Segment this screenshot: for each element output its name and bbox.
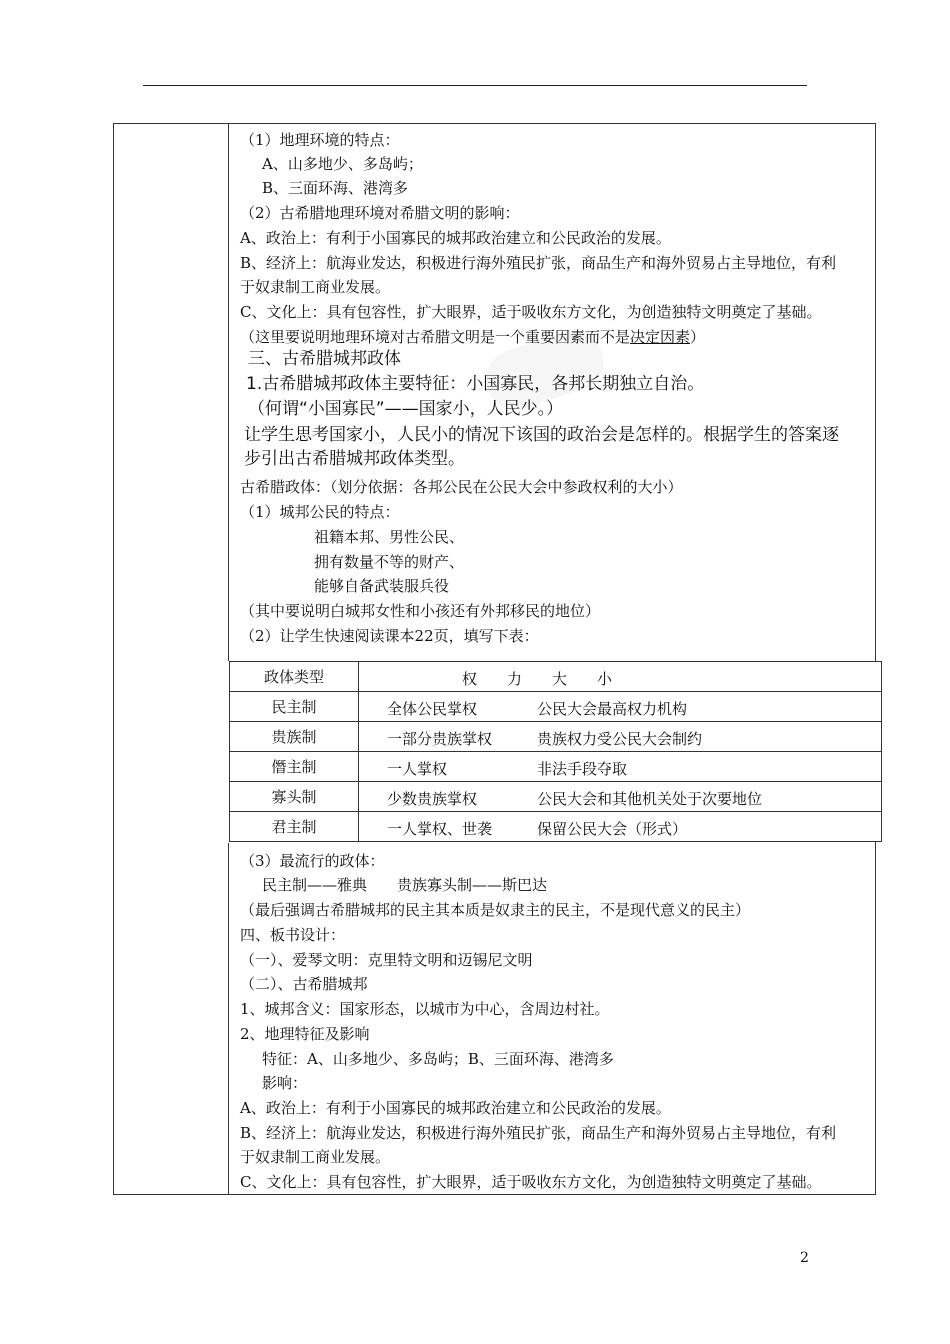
power-holder-text: 一人掌权、世袭	[387, 820, 493, 838]
polity-type-cell: 寡头制	[230, 782, 359, 812]
note-suffix: ）	[690, 328, 706, 346]
text-line: 影响：	[262, 1074, 308, 1092]
power-description-text: 保留公民大会（形式）	[537, 820, 688, 838]
text-line: 古希腊政体：（划分依据：各邦公民在公民大会中参政权利的大小）	[240, 478, 683, 496]
power-holder-text: 一人掌权	[387, 760, 448, 778]
text-line: C、文化上：具有包容性，扩大眼界，适于吸收东方文化，为创造独特文明奠定了基础。	[240, 1173, 822, 1191]
header-rule	[143, 85, 807, 86]
polity-table-header-row	[230, 662, 882, 692]
column-divider-lower	[228, 843, 229, 1195]
table-row	[230, 722, 882, 752]
text-line: 1、城邦含义：国家形态，以城市为中心，含周边村社。	[240, 1000, 610, 1018]
text-line: （一）、爱琴文明：克里特文明和迈锡尼文明	[240, 951, 533, 969]
power-description-text: 贵族权力受公民大会制约	[537, 730, 703, 748]
text-line: 祖籍本邦、男性公民、	[314, 528, 465, 546]
polity-type-cell: 君主制	[230, 812, 359, 842]
text-line: 能够自备武装服兵役	[314, 577, 450, 595]
polity-power-cell	[359, 692, 882, 722]
text-line: （2）让学生快速阅读课本22页，填写下表：	[240, 627, 539, 645]
power-holder-text: 少数贵族掌权	[387, 790, 478, 808]
power-description-text: 非法手段夺取	[537, 760, 628, 778]
page-number: 2	[800, 1250, 809, 1266]
table-row	[230, 782, 882, 812]
text-line: A、政治上：有利于小国寡民的城邦政治建立和公民政治的发展。	[240, 1099, 671, 1117]
table-row	[230, 812, 882, 842]
polity-type-cell: 民主制	[230, 692, 359, 722]
polity-type-cell: 贵族制	[230, 722, 359, 752]
text-line: 民主制——雅典 贵族寡头制——斯巴达	[262, 876, 548, 894]
text-line: （其中要说明白城邦女性和小孩还有外邦移民的地位）	[240, 602, 601, 620]
section3-title: 三、古希腊城邦政体	[248, 349, 401, 369]
header-cell-power	[359, 662, 882, 692]
polity-type-cell: 僭主制	[230, 752, 359, 782]
header-cell-type: 政体类型	[230, 662, 359, 692]
text-line: （1）地理环境的特点：	[240, 131, 400, 149]
text-line: （二）、古希腊城邦	[240, 975, 368, 993]
power-holder-text: 全体公民掌权	[387, 700, 478, 718]
polity-power-cell	[359, 722, 882, 752]
polity-power-cell	[359, 782, 882, 812]
text-line: 拥有数量不等的财产、	[314, 553, 465, 571]
note-text: （这里要说明地理环境对古希腊文明是一个重要因素而不是	[240, 328, 631, 346]
text-line: B、经济上：航海业发达，积极进行海外殖民扩张，商品生产和海外贸易占主导地位，有利	[240, 254, 837, 272]
note-line	[240, 328, 705, 346]
text-line: （2）古希腊地理环境对希腊文明的影响：	[240, 204, 520, 222]
power-description-text: 公民大会最高权力机构	[537, 700, 688, 718]
text-line: 于奴隶制工商业发展。	[240, 1148, 391, 1166]
column-divider-upper	[228, 123, 229, 661]
polity-table	[229, 661, 882, 842]
text-line: （最后强调古希腊城邦的民主其本质是奴隶主的民主，不是现代意义的民主）	[240, 901, 751, 919]
text-line: A、政治上：有利于小国寡民的城邦政治建立和公民政治的发展。	[240, 229, 671, 247]
text-line: 四、板书设计：	[240, 926, 346, 944]
table-row	[230, 752, 882, 782]
power-description-text: 公民大会和其他机关处于次要地位	[537, 790, 763, 808]
text-line: （3）最流行的政体：	[240, 852, 385, 870]
text-line: 于奴隶制工商业发展。	[240, 278, 391, 296]
text-line: B、经济上：航海业发达，积极进行海外殖民扩张，商品生产和海外贸易占主导地位，有利	[240, 1124, 837, 1142]
table-row	[230, 692, 882, 722]
text-line: 特征：A、山多地少、多岛屿；B、三面环海、港湾多	[262, 1050, 614, 1068]
note-underlined-text: 决定因素	[630, 328, 691, 346]
polity-power-cell	[359, 752, 882, 782]
text-line: （1）城邦公民的特点：	[240, 503, 400, 521]
polity-power-cell	[359, 812, 882, 842]
text-line: A、山多地少、多岛屿；	[262, 155, 423, 173]
text-line: 2、地理特征及影响	[240, 1025, 370, 1043]
feature-line: 1.古希腊城邦政体主要特征：小国寡民，各邦长期独立自治。	[246, 374, 705, 394]
think-line-1: 让学生思考国家小，人民小的情况下该国的政治会是怎样的。根据学生的答案逐	[244, 425, 839, 445]
header-power-label: 权 力 大 小	[462, 670, 613, 688]
power-holder-text: 一部分贵族掌权	[387, 730, 493, 748]
text-line: B、三面环海、港湾多	[262, 179, 409, 197]
think-line-2: 步引出古希腊城邦政体类型。	[244, 449, 465, 469]
text-line: C、文化上：具有包容性，扩大眼界，适于吸收东方文化，为创造独特文明奠定了基础。	[240, 303, 822, 321]
feature-note: （何谓“小国寡民”——国家小，人民少。）	[248, 399, 564, 419]
